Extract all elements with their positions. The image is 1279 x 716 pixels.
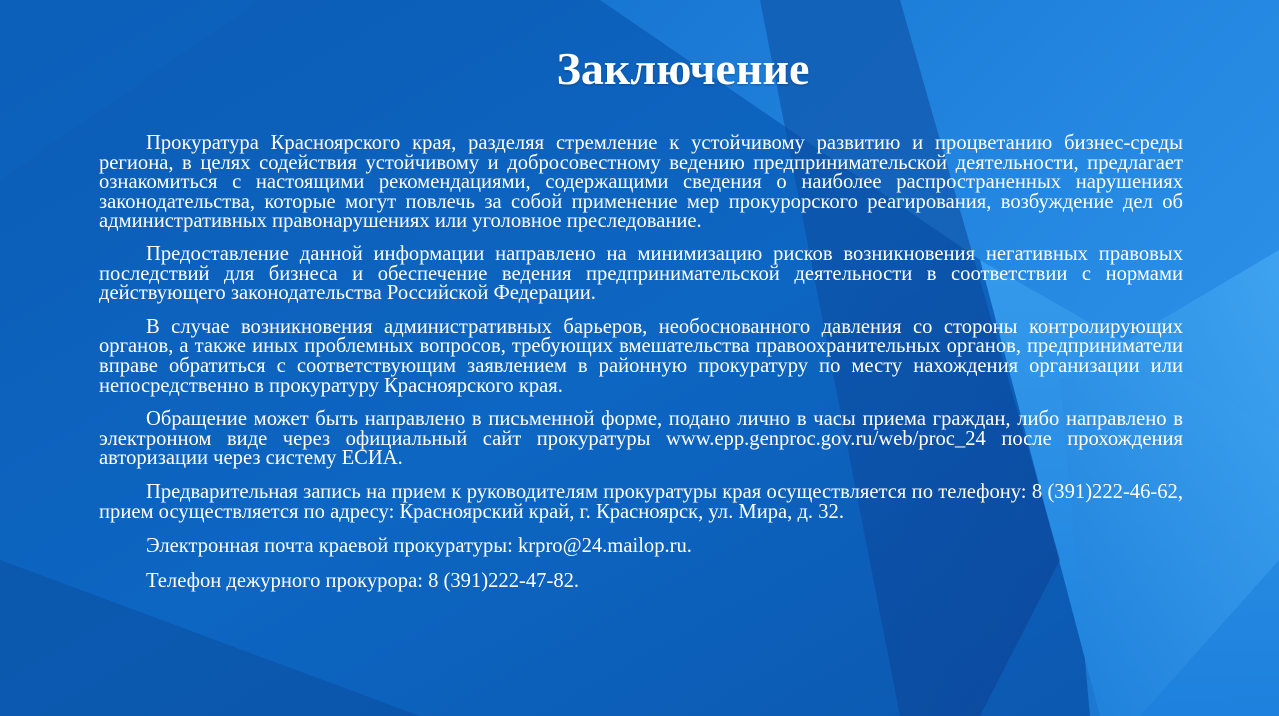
paragraph-appeal: Обращение может быть направлено в письменной форме, подано лично в часы приема граждан, либо направлено в электронном виде через официальный сайт прокуратуры www.epp.genproc.gov.ru/web/proc_24 после прохождения авторизации через систему ЕСИА. <box>99 408 1183 470</box>
slide-content <box>99 38 1183 591</box>
paragraph-appointment: Предварительная запись на прием к руководителям прокуратуры края осуществляется по телефону: 8 (391)222-46-62, прием осуществляется по адресу: Красноярский край, г. Красноярск, ул. Мира, д. 32. <box>99 480 1183 523</box>
paragraph-barriers: В случае возникновения административных барьеров, необоснованного давления со стороны контролирующих органов, а также иных проблемных вопросов, требующих вмешательства правоохранительных органов, предприниматели вправе обратиться с соответствующим заявлением в районную прокуратуру по месту нахождения организации или непосредственно в прокуратуру Красноярского края. <box>99 315 1183 397</box>
paragraph-duty-phone: Телефон дежурного прокурора: 8 (391)222-47-82. <box>146 569 580 592</box>
paragraph-purpose: Предоставление данной информации направлено на минимизацию рисков возникновения негативных правовых последствий для бизнеса и обеспечение ведения предпринимательской деятельности в соответствии с нормами действующего законодательства Российской Федерации. <box>99 242 1183 305</box>
slide-title: Заключение <box>556 43 810 94</box>
paragraph-intro: Прокуратура Красноярского края, разделяя стремление к устойчивому развитию и процветанию бизнес-среды региона, в целях содействия устойчивому и добросовестному ведению предпринимательской деятельности, предлагает ознакомиться с настоящими рекомендациями, содержащими сведения о наиболее распространенных нарушениях законодательства, которые могут повлечь за собой применение мер прокурорского реагирования, возбуждение дел об административных правонарушениях или уголовное преследование. <box>99 132 1183 233</box>
paragraph-email: Электронная почта краевой прокуратуры: krpro@24.mailop.ru. <box>146 535 692 558</box>
